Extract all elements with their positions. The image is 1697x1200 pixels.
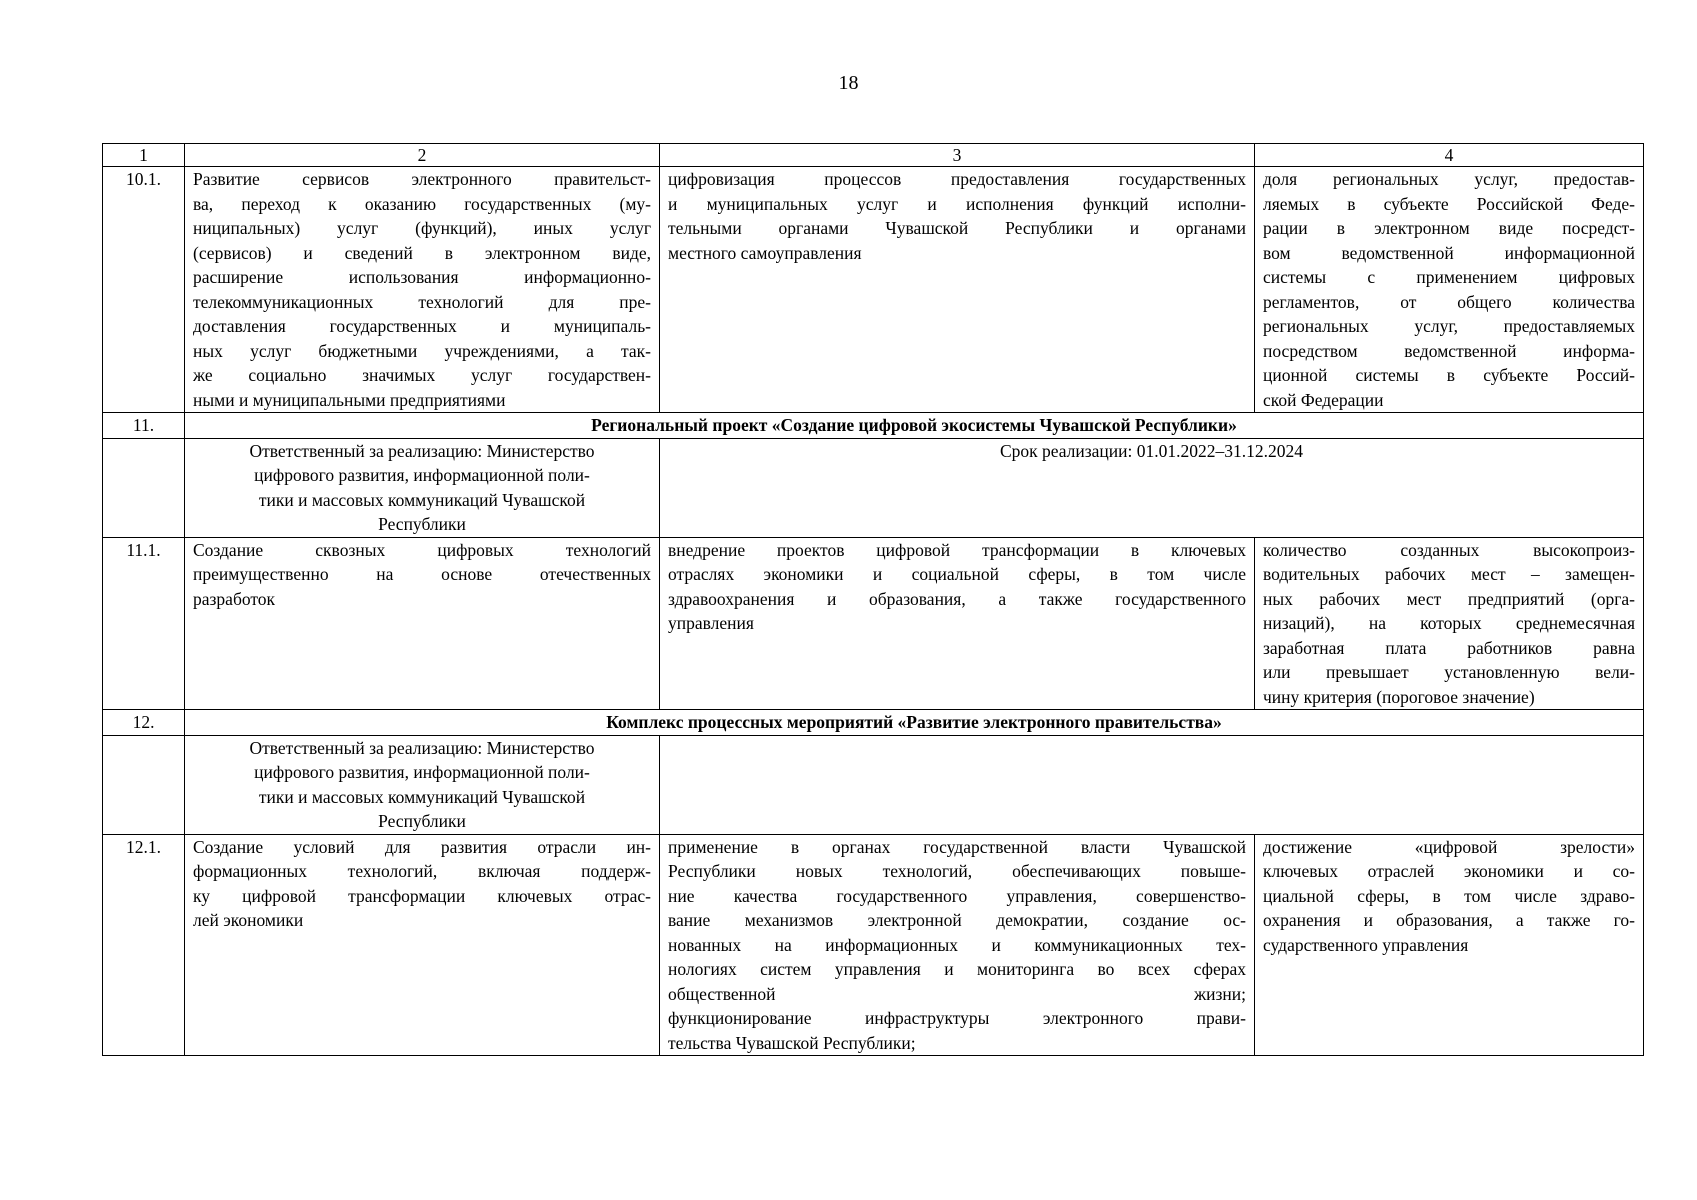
text-line: нованных на информационных и коммуникационных тех- xyxy=(668,934,1246,955)
row-number: 11. xyxy=(103,413,185,439)
text-line: Ответственный за реализацию: Министерство xyxy=(249,737,595,758)
text-line: ционной системы в субъекте Россий- xyxy=(1263,365,1635,385)
text-line: телекоммуникационных технологий для пре- xyxy=(193,291,651,312)
text-line: (сервисов) и сведений в электронном виде, xyxy=(193,242,651,263)
text-line: формационных технологий, включая поддерж- xyxy=(193,861,651,881)
text-line: доля региональных услуг, предостав- xyxy=(1263,169,1635,189)
text-line: тики и массовых коммуникаций Чувашской xyxy=(258,786,586,807)
responsible-row xyxy=(103,735,1644,834)
text-line: Ответственный за реализацию: Министерство xyxy=(249,440,595,461)
measure-description xyxy=(660,834,1255,1056)
table-row xyxy=(103,834,1644,1056)
responsible-text xyxy=(185,735,660,834)
text-line: количество созданных высокопроиз- xyxy=(1263,539,1635,560)
text-line: цифровизация процессов предоставления государственных xyxy=(668,169,1246,189)
text-line: ных рабочих мест предприятий (орга- xyxy=(1263,588,1635,609)
text-line: Республики xyxy=(378,811,466,831)
text-line: преимущественно на основе отечественных xyxy=(193,564,651,584)
text-line: или превышает установленную вели- xyxy=(1263,662,1635,682)
text-line: региональных услуг, предоставляемых xyxy=(1263,316,1635,336)
measure-description xyxy=(660,167,1255,413)
row-number: 11.1. xyxy=(103,537,185,710)
responsible-text xyxy=(185,438,660,537)
text-line: вом ведомственной информационной xyxy=(1263,242,1635,263)
text-line: лей экономики xyxy=(193,910,304,930)
text-line: нологиях систем управления и мониторинга во всех сферах xyxy=(668,959,1246,979)
text-line: доставления государственных и муниципаль- xyxy=(193,316,651,336)
text-line: заработная плата работников равна xyxy=(1263,637,1635,658)
text-line: внедрение проектов цифровой трансформации в ключевых xyxy=(668,539,1246,560)
column-number: 1 xyxy=(103,144,185,167)
table-row xyxy=(103,537,1644,710)
column-number: 4 xyxy=(1255,144,1644,167)
text-line: функционирование инфраструктуры электронного прави- xyxy=(668,1008,1246,1028)
text-line: ва, переход к оказанию государственных (му- xyxy=(193,193,651,214)
text-line: тельными органами Чувашской Республики и органами xyxy=(668,218,1246,238)
text-line: тельства Чувашской Республики; xyxy=(668,1032,916,1053)
text-line: ляемых в субъекте Российской Феде- xyxy=(1263,193,1635,214)
measure-indicator xyxy=(1255,537,1644,710)
text-line: достижение «цифровой зрелости» xyxy=(1263,836,1635,857)
text-line: системы с применением цифровых xyxy=(1263,267,1635,287)
text-line: охранения и образования, а также го- xyxy=(1263,910,1635,930)
text-line: ской Федерации xyxy=(1263,389,1384,410)
empty-cell xyxy=(103,735,185,834)
responsible-row xyxy=(103,438,1644,537)
measure-name xyxy=(185,537,660,710)
text-line: водительных рабочих мест – замещен- xyxy=(1263,564,1635,584)
text-line: ние качества государственного управления, совершенство- xyxy=(668,885,1246,906)
text-line: регламентов, от общего количества xyxy=(1263,291,1635,312)
text-line: же социально значимых услуг государствен- xyxy=(193,365,651,385)
empty-cell xyxy=(660,735,1644,834)
text-line: местного самоуправления xyxy=(668,242,862,263)
measure-indicator xyxy=(1255,167,1644,413)
text-line: здравоохранения и образования, а также государственного xyxy=(668,588,1246,609)
text-line: цифрового развития, информационной поли- xyxy=(254,465,590,485)
text-line: управления xyxy=(668,613,754,633)
section-row xyxy=(103,710,1644,736)
column-number: 3 xyxy=(660,144,1255,167)
text-line: ными и муниципальными предприятиями xyxy=(193,389,506,410)
text-line: рации в электронном виде посредст- xyxy=(1263,218,1635,238)
text-line: вание механизмов электронной демократии, создание ос- xyxy=(668,910,1246,930)
text-line: расширение использования информационно- xyxy=(193,267,651,287)
text-line: ку цифровой трансформации ключевых отрас- xyxy=(193,885,651,906)
measure-indicator xyxy=(1255,834,1644,1056)
section-title: Региональный проект «Создание цифровой экосистемы Чувашской Республики» xyxy=(185,413,1644,439)
column-numbers-row xyxy=(103,144,1644,167)
text-line: чину критерия (пороговое значение) xyxy=(1263,686,1535,707)
text-line: Создание сквозных цифровых технологий xyxy=(193,539,651,560)
page-number: 18 xyxy=(838,72,859,94)
text-line: Республики новых технологий, обеспечивающих повыше- xyxy=(668,861,1246,881)
text-line: разработок xyxy=(193,588,276,609)
text-line: отраслях экономики и социальной сферы, в том числе xyxy=(668,564,1246,584)
text-line: цифрового развития, информационной поли- xyxy=(254,762,590,782)
term-text: Срок реализации: 01.01.2022–31.12.2024 xyxy=(660,438,1644,537)
text-line: общественной жизни; xyxy=(668,983,1246,1004)
measures-table xyxy=(102,143,1644,1056)
empty-cell xyxy=(103,438,185,537)
text-line: тики и массовых коммуникаций Чувашской xyxy=(258,489,586,510)
text-line: ключевых отраслей экономики и со- xyxy=(1263,861,1635,881)
text-line: ниципальных) услуг (функций), иных услуг xyxy=(193,218,651,238)
text-line: циальной сферы, в том числе здраво- xyxy=(1263,885,1635,906)
text-line: применение в органах государственной власти Чувашской xyxy=(668,836,1246,857)
text-line: посредством ведомственной информа- xyxy=(1263,340,1635,361)
row-number: 12.1. xyxy=(103,834,185,1056)
measure-description xyxy=(660,537,1255,710)
text-line: и муниципальных услуг и исполнения функций исполни- xyxy=(668,193,1246,214)
row-number: 12. xyxy=(103,710,185,736)
column-number: 2 xyxy=(185,144,660,167)
measure-name xyxy=(185,167,660,413)
section-title: Комплекс процессных мероприятий «Развитие электронного правительства» xyxy=(185,710,1644,736)
row-number: 10.1. xyxy=(103,167,185,413)
text-line: Создание условий для развития отрасли ин- xyxy=(193,836,651,857)
text-line: Республики xyxy=(378,514,466,534)
section-row xyxy=(103,413,1644,439)
text-line: сударственного управления xyxy=(1263,934,1469,955)
text-line: низаций), на которых среднемесячная xyxy=(1263,613,1635,633)
table-row xyxy=(103,167,1644,413)
text-line: ных услуг бюджетными учреждениями, а так- xyxy=(193,340,651,361)
text-line: Развитие сервисов электронного правительст- xyxy=(193,169,651,189)
measure-name xyxy=(185,834,660,1056)
